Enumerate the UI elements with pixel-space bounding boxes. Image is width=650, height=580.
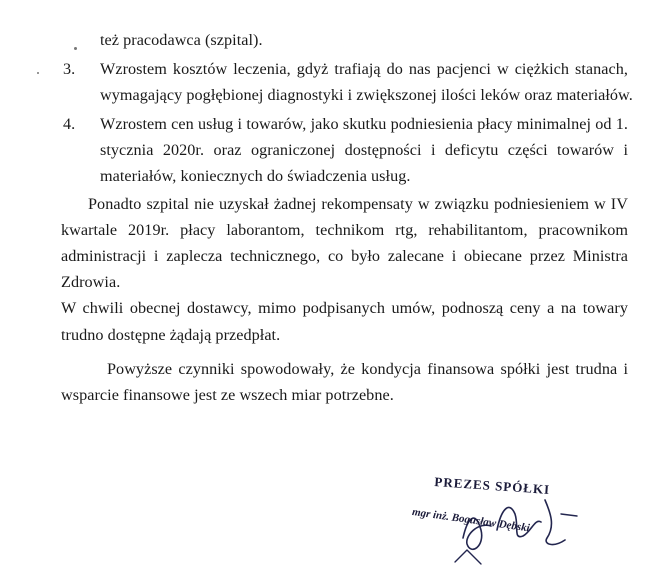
text-line: W chwili obecnej dostawcy, mimo podpisanych umów, podnoszą ceny a na towary: [61, 299, 628, 317]
text-line: stycznia 2020r. oraz ograniczonej dostępności i deficytu części towarów i: [100, 141, 628, 159]
text-line: Ponadto szpital nie uzyskał żadnej rekompensaty w związku podniesieniem w IV: [88, 195, 628, 213]
text-line: kwartale 2019r. płacy laborantom, technikom rtg, rehabilitantom, pracownikom: [61, 221, 628, 239]
text-line: wymagający pogłębionej diagnostyki i zwiększonej ilości leków oraz materiałów.: [100, 86, 633, 104]
scan-speck: [37, 72, 39, 74]
text-line: Zdrowia.: [61, 273, 121, 291]
text-line: Wzrostem cen usług i towarów, jako skutku podniesienia płacy minimalnej od 1.: [100, 115, 628, 133]
signature-stamp: [405, 470, 615, 570]
stamp-name: mgr inż. Bogusław Dębski: [411, 506, 531, 535]
list-number: 4.: [63, 115, 76, 133]
text-line: Wzrostem kosztów leczenia, gdyż trafiają do nas pacjenci w ciężkich stanach,: [100, 60, 628, 78]
stamp-title: PREZES SPÓŁKI: [433, 474, 551, 498]
text-line: materiałów, koniecznych do świadczenia usług.: [100, 167, 411, 185]
text-line: Powyższe czynniki spowodowały, że kondycja finansowa spółki jest trudna i: [107, 360, 628, 378]
text-line: wsparcie finansowe jest ze wszech miar potrzebne.: [61, 386, 394, 404]
list-number: 3.: [63, 60, 76, 78]
text-line: też pracodawca (szpital).: [100, 31, 263, 49]
text-line: administracji i zaplecza technicznego, co było zalecane i obiecane przez Ministra: [61, 247, 628, 265]
text-line: trudno dostępne żądają przedpłat.: [61, 326, 281, 344]
scan-speck: [74, 47, 77, 50]
